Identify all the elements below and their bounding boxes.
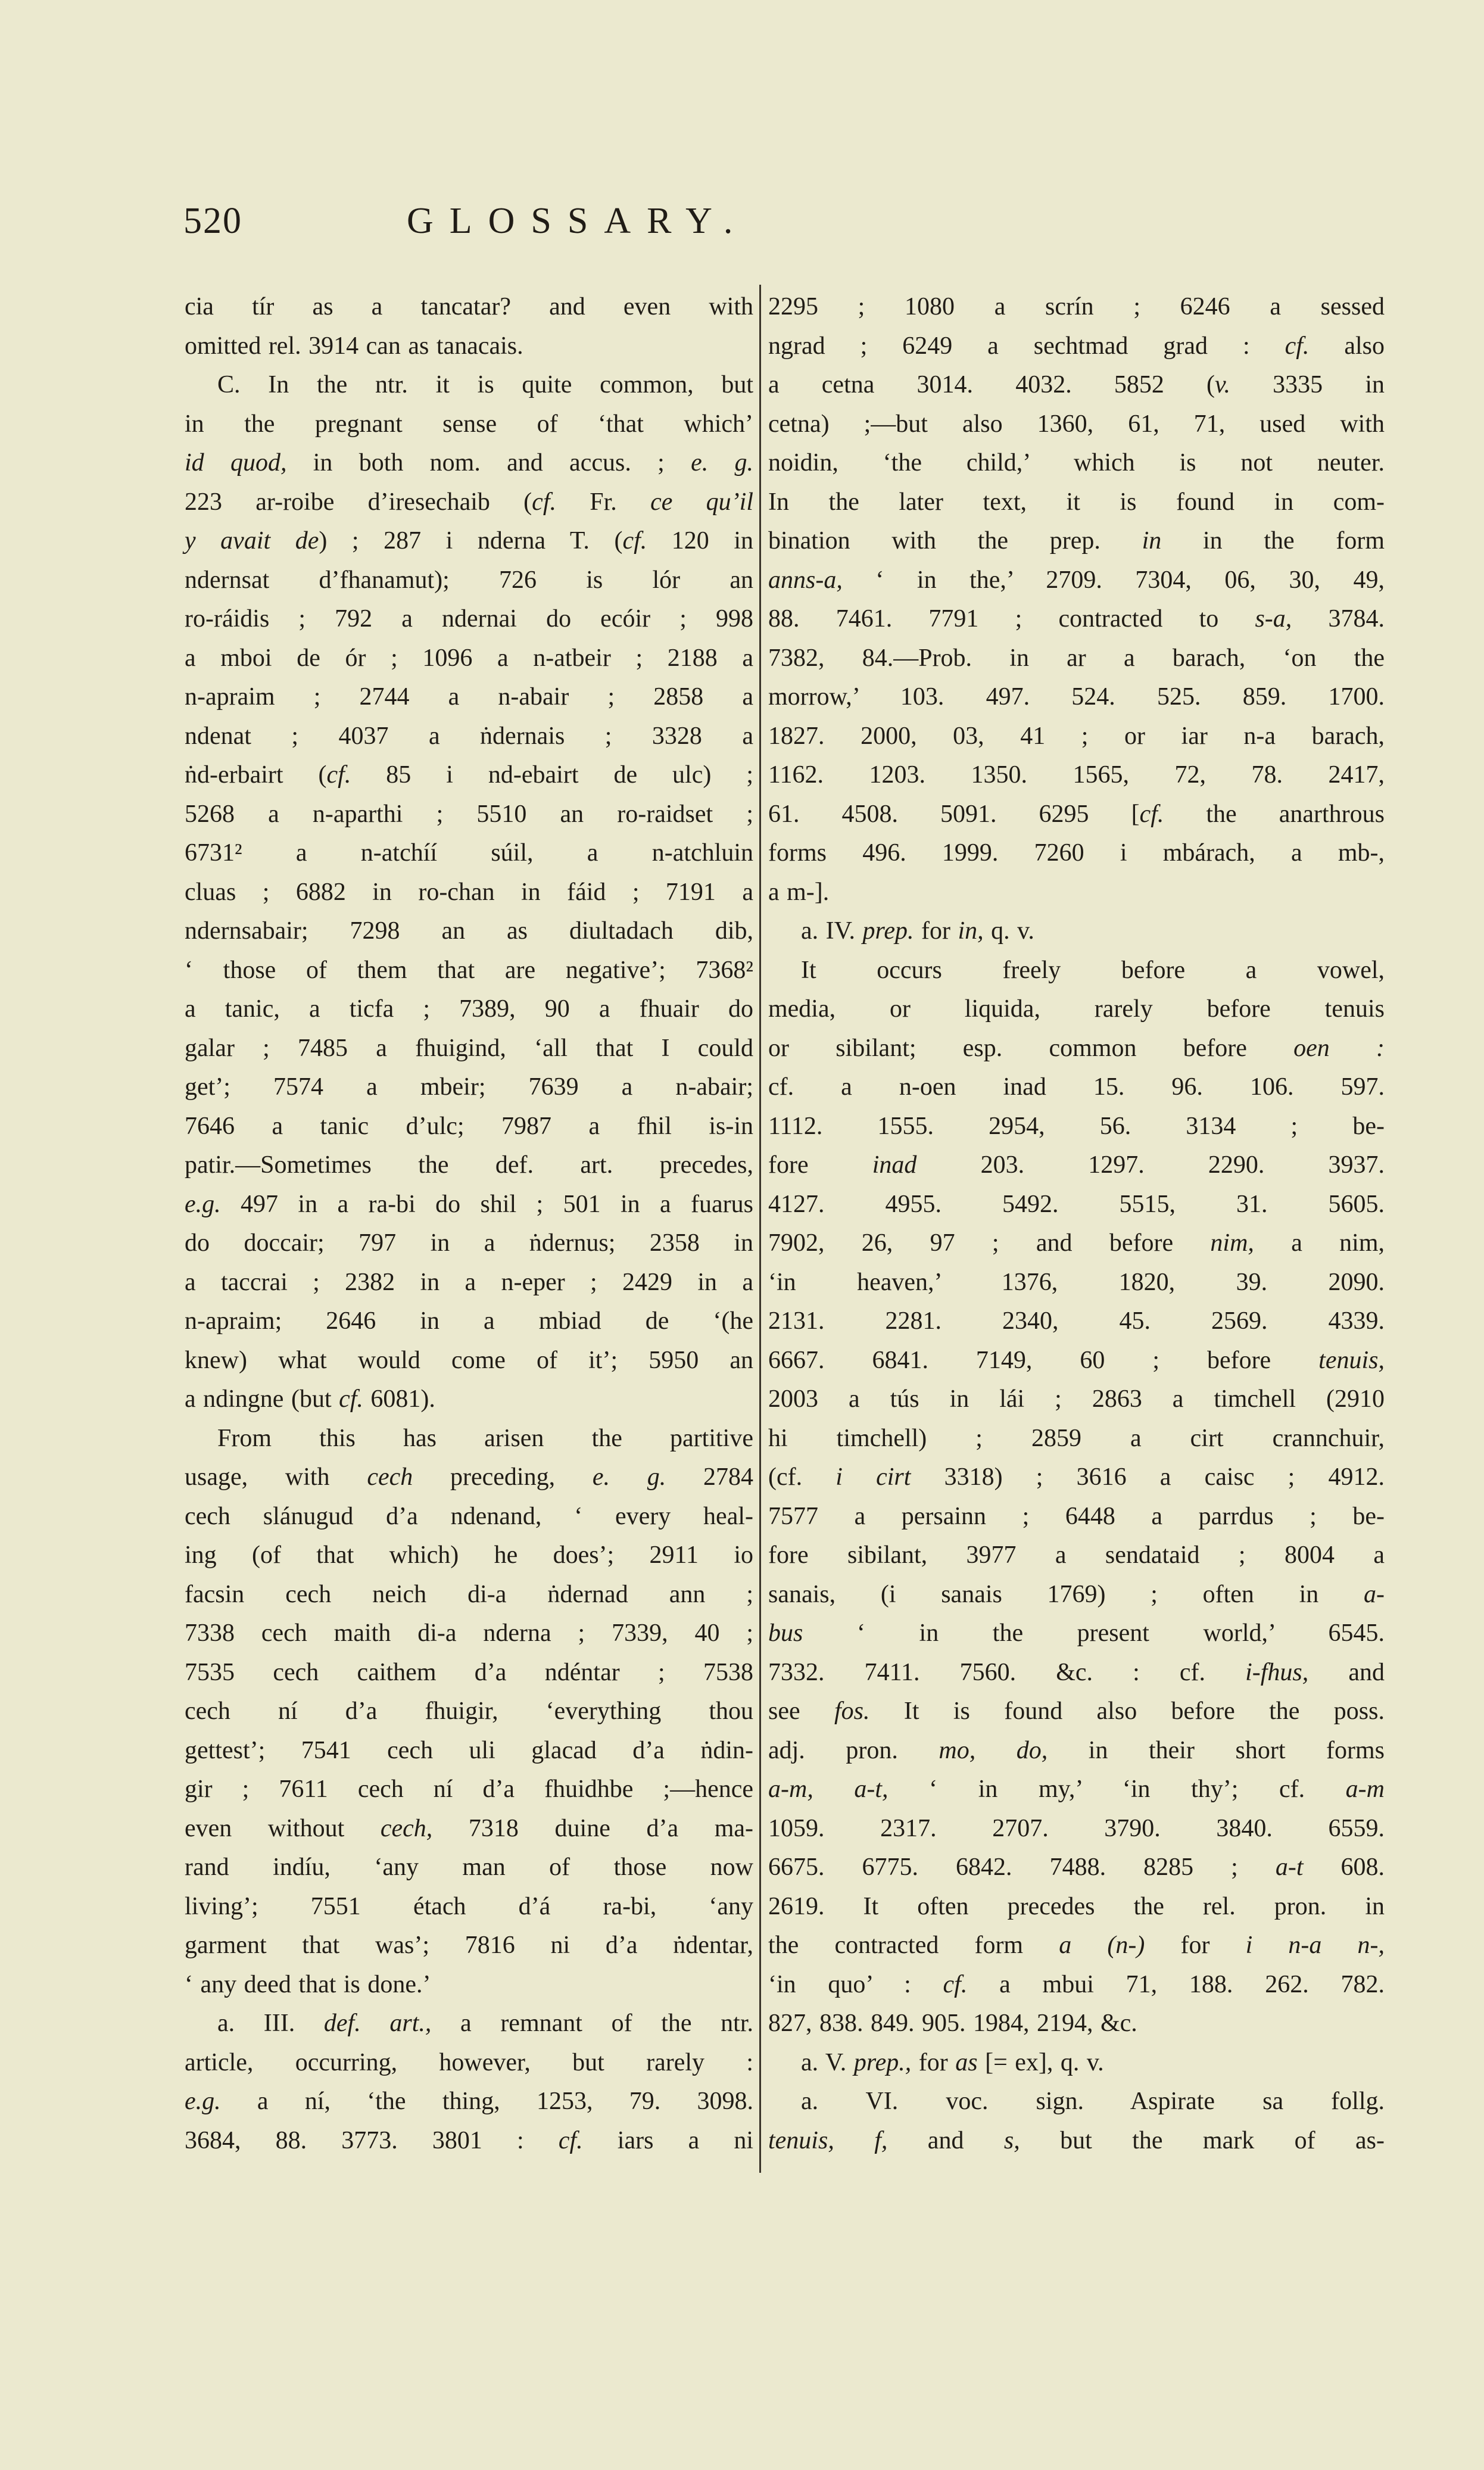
text-segment: 7318 duine d’a ma- (432, 1814, 753, 1842)
text-segment: fore sibilant, 3977 a sendataid ; 8004 a (768, 1541, 1385, 1569)
italic-text-segment: s, (1003, 2126, 1020, 2154)
text-line (185, 1146, 753, 1185)
italic-text-segment: e.g. (185, 1190, 221, 1218)
text-segment: iars a ni (582, 2126, 754, 2154)
italic-text-segment: v. (1214, 371, 1231, 398)
text-segment: a mboi de ór ; 1096 a n-atbeir ; 2188 a (185, 644, 753, 672)
text-line (185, 1731, 753, 1771)
text-segment: 7577 a persainn ; 6448 a parrdus ; be- (768, 1502, 1385, 1530)
text-line (768, 1302, 1385, 1341)
text-segment: ing (of that which) he does’; 2911 io (185, 1541, 753, 1569)
italic-text-segment: i n-a n-, (1245, 1932, 1385, 1959)
italic-text-segment: prep., (853, 2048, 912, 2076)
italic-text-segment: a-m (1345, 1776, 1385, 1803)
italic-text-segment: id quod, (185, 449, 287, 476)
text-segment: ṅd-erbairt ( (185, 761, 327, 789)
text-segment: 4127. 4955. 5492. 5515, 31. 5605. (768, 1190, 1385, 1218)
text-segment: article, occurring, however, but rarely : (185, 2048, 753, 2076)
text-segment: ‘in heaven,’ 1376, 1820, 39. 2090. (768, 1268, 1385, 1296)
text-segment: 61. 4508. 5091. 6295 [ (768, 800, 1140, 828)
text-line (185, 483, 753, 522)
text-segment: even without (185, 1814, 381, 1842)
running-title: GLOSSARY. (407, 201, 749, 241)
text-segment: for (911, 2048, 956, 2076)
text-line (185, 1302, 753, 1341)
text-segment: hi timchell) ; 2859 a cirt crannchuir, (768, 1424, 1385, 1452)
text-segment: 827, 838. 849. 905. 1984, 2194, &c. (768, 2010, 1137, 2037)
text-segment: ndernsabair; 7298 an as diultadach dib, (185, 917, 753, 945)
text-segment: [= ex], q. v. (977, 2048, 1104, 2076)
text-line (768, 1809, 1385, 1849)
text-segment: 7646 a tanic d’ulc; 7987 a fhil is-in (185, 1112, 753, 1140)
text-segment: adj. pron. (768, 1736, 939, 1764)
text-segment: get’; 7574 a mbeir; 7639 a n-abair; (185, 1073, 753, 1101)
text-line (185, 1809, 753, 1849)
text-segment: 1827. 2000, 03, 41 ; or iar n-a barach, (768, 722, 1385, 750)
text-segment: in the pregnant sense of ‘that which’ (185, 410, 753, 438)
text-segment: 2003 a tús in lái ; 2863 a timchell (2910 (768, 1385, 1385, 1413)
italic-text-segment: cf. (339, 1385, 363, 1413)
text-line (185, 1692, 753, 1731)
text-segment: cluas ; 6882 in ro-chan in fáid ; 7191 a (185, 878, 753, 906)
text-segment: ‘ in the present world,’ 6545. (803, 1619, 1385, 1647)
text-segment: a. IV. (801, 917, 863, 945)
text-segment: but the mark of as- (1020, 2126, 1385, 2154)
text-line (768, 444, 1385, 483)
text-segment: sanais, (i sanais 1769) ; often in (768, 1580, 1364, 1608)
text-line (768, 327, 1385, 366)
text-line (768, 561, 1385, 600)
text-segment: the contracted form (768, 1932, 1059, 1959)
text-line (185, 639, 753, 678)
text-line (185, 990, 753, 1029)
text-segment: 85 i nd-ebairt de ulc) ; (351, 761, 753, 789)
left-column (185, 288, 753, 2160)
text-segment: 7382, 84.—Prob. in ar a barach, ‘on the (768, 644, 1385, 672)
text-segment: 3684, 88. 3773. 3801 : (185, 2126, 559, 2154)
right-column (768, 288, 1385, 2160)
text-line (768, 1966, 1385, 2005)
text-segment: the anarthrous (1164, 800, 1385, 828)
text-line (185, 1107, 753, 1147)
text-segment: 2131. 2281. 2340, 45. 2569. 4339. (768, 1307, 1385, 1335)
text-segment: in the form (1161, 527, 1385, 555)
text-line (185, 912, 753, 951)
text-line (768, 1926, 1385, 1966)
text-segment: 3318) ; 3616 a caisc ; 4912. (911, 1463, 1385, 1491)
text-line (185, 1263, 753, 1303)
italic-text-segment: a (n-) (1059, 1932, 1145, 1959)
text-line (185, 1887, 753, 1927)
text-line (185, 1224, 753, 1263)
text-segment: cf. a n-oen inad 15. 96. 106. 597. (768, 1073, 1385, 1101)
text-segment: 7338 cech maith di-a nderna ; 7339, 40 ; (185, 1619, 753, 1647)
text-segment: n-apraim; 2646 in a mbiad de ‘(he (185, 1307, 753, 1335)
italic-text-segment: cf. (622, 527, 647, 555)
text-line (185, 1770, 753, 1809)
text-segment: 2784 (666, 1463, 754, 1491)
italic-text-segment: cech (367, 1463, 413, 1491)
text-line (185, 522, 753, 561)
text-segment: 2619. It often precedes the rel. pron. in (768, 1892, 1385, 1920)
text-segment: galar ; 7485 a fhuigind, ‘all that I could (185, 1034, 753, 1062)
text-segment: 7902, 26, 97 ; and before (768, 1229, 1211, 1257)
text-line (768, 1185, 1385, 1225)
italic-text-segment: s-a, (1255, 605, 1292, 633)
text-segment: 6081). (363, 1385, 435, 1413)
text-segment: or sibilant; esp. common before (768, 1034, 1294, 1062)
text-segment: 608. (1303, 1854, 1385, 1881)
text-line (768, 1380, 1385, 1419)
text-line (768, 522, 1385, 561)
italic-text-segment: oen : (1293, 1034, 1385, 1062)
text-segment: for (914, 917, 958, 945)
text-segment: usage, with (185, 1463, 367, 1491)
italic-text-segment: cf. (532, 488, 556, 516)
text-line (768, 1146, 1385, 1185)
italic-text-segment: cf. (1285, 332, 1310, 360)
text-line (768, 288, 1385, 327)
text-segment: fore (768, 1151, 872, 1179)
text-line (768, 1458, 1385, 1497)
text-line (768, 990, 1385, 1029)
text-segment: 7535 cech caithem d’a ndéntar ; 7538 (185, 1658, 753, 1686)
text-line (768, 1575, 1385, 1615)
text-segment: living’; 7551 étach d’á ra-bi, ‘any (185, 1892, 753, 1920)
text-line (768, 912, 1385, 951)
text-segment: in both nom. and accus. ; (286, 449, 691, 476)
text-line (768, 1107, 1385, 1147)
text-segment: a tanic, a ticfa ; 7389, 90 a fhuair do (185, 995, 753, 1023)
text-segment: It occurs freely before a vowel, (801, 956, 1385, 984)
text-line (185, 1341, 753, 1381)
text-segment: It is found also before the poss. (869, 1697, 1385, 1725)
text-segment: ‘ in my,’ ‘in thy’; cf. (888, 1776, 1346, 1803)
text-line (768, 1224, 1385, 1263)
text-segment: in their short forms (1047, 1736, 1385, 1764)
italic-text-segment: fos. (834, 1697, 870, 1725)
column-divider (759, 285, 761, 2173)
text-line (768, 1848, 1385, 1887)
text-line (185, 1380, 753, 1419)
italic-text-segment: e. g. (592, 1463, 666, 1491)
italic-text-segment: ce qu’il (650, 488, 754, 516)
text-line (185, 405, 753, 444)
text-segment: bination with the prep. (768, 527, 1142, 555)
text-segment: 1112. 1555. 2954, 56. 3134 ; be- (768, 1112, 1385, 1140)
italic-text-segment: mo, do, (939, 1736, 1048, 1764)
text-segment: morrow,’ 103. 497. 524. 525. 859. 1700. (768, 683, 1385, 711)
text-line (185, 561, 753, 600)
text-line (185, 1536, 753, 1575)
text-line (768, 639, 1385, 678)
text-line (768, 2122, 1385, 2161)
text-line (768, 756, 1385, 795)
italic-text-segment: i cirt (835, 1463, 911, 1491)
text-line (185, 1185, 753, 1225)
text-segment: a ndingne (but (185, 1385, 339, 1413)
italic-text-segment: prep. (862, 917, 914, 945)
italic-text-segment: cech, (380, 1814, 433, 1842)
text-segment: for (1145, 1932, 1246, 1959)
italic-text-segment: cf. (943, 1970, 968, 1998)
text-segment: (cf. (768, 1463, 836, 1491)
text-segment: ‘in quo’ : (768, 1970, 943, 1998)
text-segment: cetna) ;—but also 1360, 61, 71, used with (768, 410, 1385, 438)
text-line (185, 951, 753, 991)
text-segment: media, or liquida, rarely before tenuis (768, 995, 1385, 1023)
text-line (768, 1653, 1385, 1693)
text-line (185, 1966, 753, 2005)
text-line (768, 405, 1385, 444)
text-segment: and (887, 2126, 1004, 2154)
text-segment: a mbui 71, 188. 262. 782. (967, 1970, 1385, 1998)
text-line (768, 795, 1385, 834)
text-line (768, 1068, 1385, 1107)
text-line (185, 1068, 753, 1107)
text-line (768, 717, 1385, 756)
text-segment: ro-ráidis ; 792 a ndernai do ecóir ; 998 (185, 605, 753, 633)
text-line (185, 1458, 753, 1497)
text-line (768, 1029, 1385, 1069)
text-line (768, 2004, 1385, 2044)
text-segment: ngrad ; 6249 a sechtmad grad : (768, 332, 1285, 360)
text-segment: forms 496. 1999. 7260 i mbárach, a mb-, (768, 839, 1385, 867)
italic-text-segment: in (1142, 527, 1162, 555)
text-segment: gir ; 7611 cech ní d’a fhuidhbe ;—hence (185, 1776, 753, 1803)
text-segment: omitted rel. 3914 can as tanacais. (185, 332, 523, 360)
italic-text-segment: tenuis, f, (768, 2126, 888, 2154)
text-line (185, 795, 753, 834)
italic-text-segment: e. g. (691, 449, 753, 476)
text-segment: 6667. 6841. 7149, 60 ; before (768, 1346, 1319, 1374)
italic-text-segment: bus (768, 1619, 803, 1647)
text-segment: 5268 a n-aparthi ; 5510 an ro-raidset ; (185, 800, 753, 828)
italic-text-segment: as (955, 2048, 978, 2076)
text-segment: also (1309, 332, 1385, 360)
italic-text-segment: e.g. (185, 2088, 221, 2115)
text-line (185, 1497, 753, 1537)
text-line (185, 2004, 753, 2044)
text-line (768, 1614, 1385, 1653)
text-line (185, 1614, 753, 1653)
text-line (768, 1263, 1385, 1303)
text-line (768, 1341, 1385, 1381)
text-segment: n-apraim ; 2744 a n-abair ; 2858 a (185, 683, 753, 711)
text-segment: do doccair; 797 in a ṅdernus; 2358 in (185, 1229, 753, 1257)
text-line (768, 951, 1385, 991)
text-line (768, 1497, 1385, 1537)
text-segment: a nim, (1254, 1229, 1385, 1257)
text-segment: 2295 ; 1080 a scrín ; 6246 a sessed (768, 293, 1385, 320)
text-line (185, 873, 753, 912)
italic-text-segment: cf. (1139, 800, 1164, 828)
text-segment: a. VI. voc. sign. Aspirate sa follg. (801, 2088, 1385, 2115)
text-line (768, 1731, 1385, 1771)
text-segment: 3335 in (1230, 371, 1385, 398)
text-line (768, 834, 1385, 873)
text-line (768, 366, 1385, 405)
text-segment: ‘ in the,’ 2709. 7304, 06, 30, 49, (842, 566, 1385, 594)
text-segment: 3784. (1292, 605, 1385, 633)
text-segment: patir.—Sometimes the def. art. precedes, (185, 1151, 753, 1179)
text-segment: garment that was’; 7816 ni d’a ṅdentar, (185, 1932, 753, 1959)
italic-text-segment: cf. (558, 2126, 583, 2154)
page-number: 520 (183, 201, 242, 241)
text-segment: 497 in a ra-bi do shil ; 501 in a fuarus (220, 1190, 753, 1218)
text-line (185, 1575, 753, 1615)
text-segment: ndernsat d’fhanamut); 726 is lór an (185, 566, 753, 594)
italic-text-segment: a- (1364, 1580, 1385, 1608)
text-line (768, 1770, 1385, 1809)
text-segment: ‘ any deed that is done.’ (185, 1970, 431, 1998)
italic-text-segment: anns-a, (768, 566, 843, 594)
italic-text-segment: a-t (1275, 1854, 1304, 1881)
italic-text-segment: tenuis, (1318, 1346, 1385, 1374)
text-segment: knew) what would come of it’; 5950 an (185, 1346, 753, 1374)
text-segment: C. In the ntr. it is quite common, but (217, 371, 753, 398)
text-segment: 6675. 6775. 6842. 7488. 8285 ; (768, 1854, 1276, 1881)
text-segment: In the later text, it is found in com- (768, 488, 1385, 516)
text-segment: 7332. 7411. 7560. &c. : cf. (768, 1658, 1246, 1686)
text-segment: ndenat ; 4037 a ṅdernais ; 3328 a (185, 722, 753, 750)
italic-text-segment: i-fhus, (1245, 1658, 1309, 1686)
text-segment: a cetna 3014. 4032. 5852 ( (768, 371, 1215, 398)
text-segment: a. V. (801, 2048, 854, 2076)
italic-text-segment: a-m, a-t, (768, 1776, 888, 1803)
text-segment: a remnant of the ntr. (431, 2010, 754, 2037)
text-segment: From this has arisen the partitive (217, 1424, 753, 1452)
text-line (768, 2082, 1385, 2122)
italic-text-segment: y avait de (185, 527, 319, 555)
italic-text-segment: in, (958, 917, 984, 945)
text-segment: facsin cech neich di-a ṅdernad ann ; (185, 1580, 753, 1608)
text-segment: Fr. (556, 488, 651, 516)
italic-text-segment: def. art., (323, 2010, 432, 2037)
text-segment: 88. 7461. 7791 ; contracted to (768, 605, 1255, 633)
text-line (768, 600, 1385, 639)
text-segment: and (1308, 1658, 1385, 1686)
text-line (185, 756, 753, 795)
text-segment: a. III. (217, 2010, 324, 2037)
text-segment: preceding, (413, 1463, 593, 1491)
text-line (768, 873, 1385, 912)
text-line (768, 678, 1385, 717)
text-line (185, 1419, 753, 1459)
text-line (768, 1692, 1385, 1731)
text-segment: cech ní d’a fhuigir, ‘everything thou (185, 1697, 753, 1725)
text-segment: rand indíu, ‘any man of those now (185, 1854, 753, 1881)
text-line (768, 483, 1385, 522)
text-line (185, 678, 753, 717)
text-line (185, 288, 753, 327)
text-line (185, 2082, 753, 2122)
text-line (185, 717, 753, 756)
text-line (768, 1887, 1385, 1927)
text-line (185, 2044, 753, 2083)
text-segment: cech slánugud d’a ndenand, ‘ every heal- (185, 1502, 753, 1530)
text-line (185, 444, 753, 483)
text-segment: ‘ those of them that are negative’; 7368² (185, 956, 753, 984)
text-line (185, 1926, 753, 1966)
text-segment: 6731² a n-atchíí súil, a n-atchluin (185, 839, 753, 867)
text-segment: a m-]. (768, 878, 830, 906)
text-segment: 1162. 1203. 1350. 1565, 72, 78. 2417, (768, 761, 1385, 789)
italic-text-segment: cf. (326, 761, 351, 789)
italic-text-segment: nim, (1210, 1229, 1254, 1257)
text-segment: ) ; 287 i nderna T. ( (319, 527, 623, 555)
text-line (185, 600, 753, 639)
text-segment: q. v. (983, 917, 1034, 945)
text-line (185, 1848, 753, 1887)
text-segment: a ní, ‘the thing, 1253, 79. 3098. (220, 2088, 753, 2115)
text-segment: a taccrai ; 2382 in a n-eper ; 2429 in a (185, 1268, 753, 1296)
italic-text-segment: inad (872, 1151, 917, 1179)
text-segment: 1059. 2317. 2707. 3790. 3840. 6559. (768, 1814, 1385, 1842)
text-segment: 120 in (647, 527, 753, 555)
text-line (185, 1653, 753, 1693)
text-segment: noidin, ‘the child,’ which is not neuter. (768, 449, 1385, 476)
text-segment: 223 ar-roibe d’iresechaib ( (185, 488, 532, 516)
text-segment: see (768, 1697, 834, 1725)
text-segment: gettest’; 7541 cech uli glacad d’a ṅdin- (185, 1736, 753, 1764)
text-line (185, 1029, 753, 1069)
text-segment: cia tír as a tancatar? and even with (185, 293, 753, 320)
text-line (768, 2044, 1385, 2083)
text-line (768, 1536, 1385, 1575)
text-line (185, 366, 753, 405)
text-line (185, 2122, 753, 2161)
text-line (185, 327, 753, 366)
text-segment: 203. 1297. 2290. 3937. (916, 1151, 1385, 1179)
text-line (185, 834, 753, 873)
text-line (768, 1419, 1385, 1459)
